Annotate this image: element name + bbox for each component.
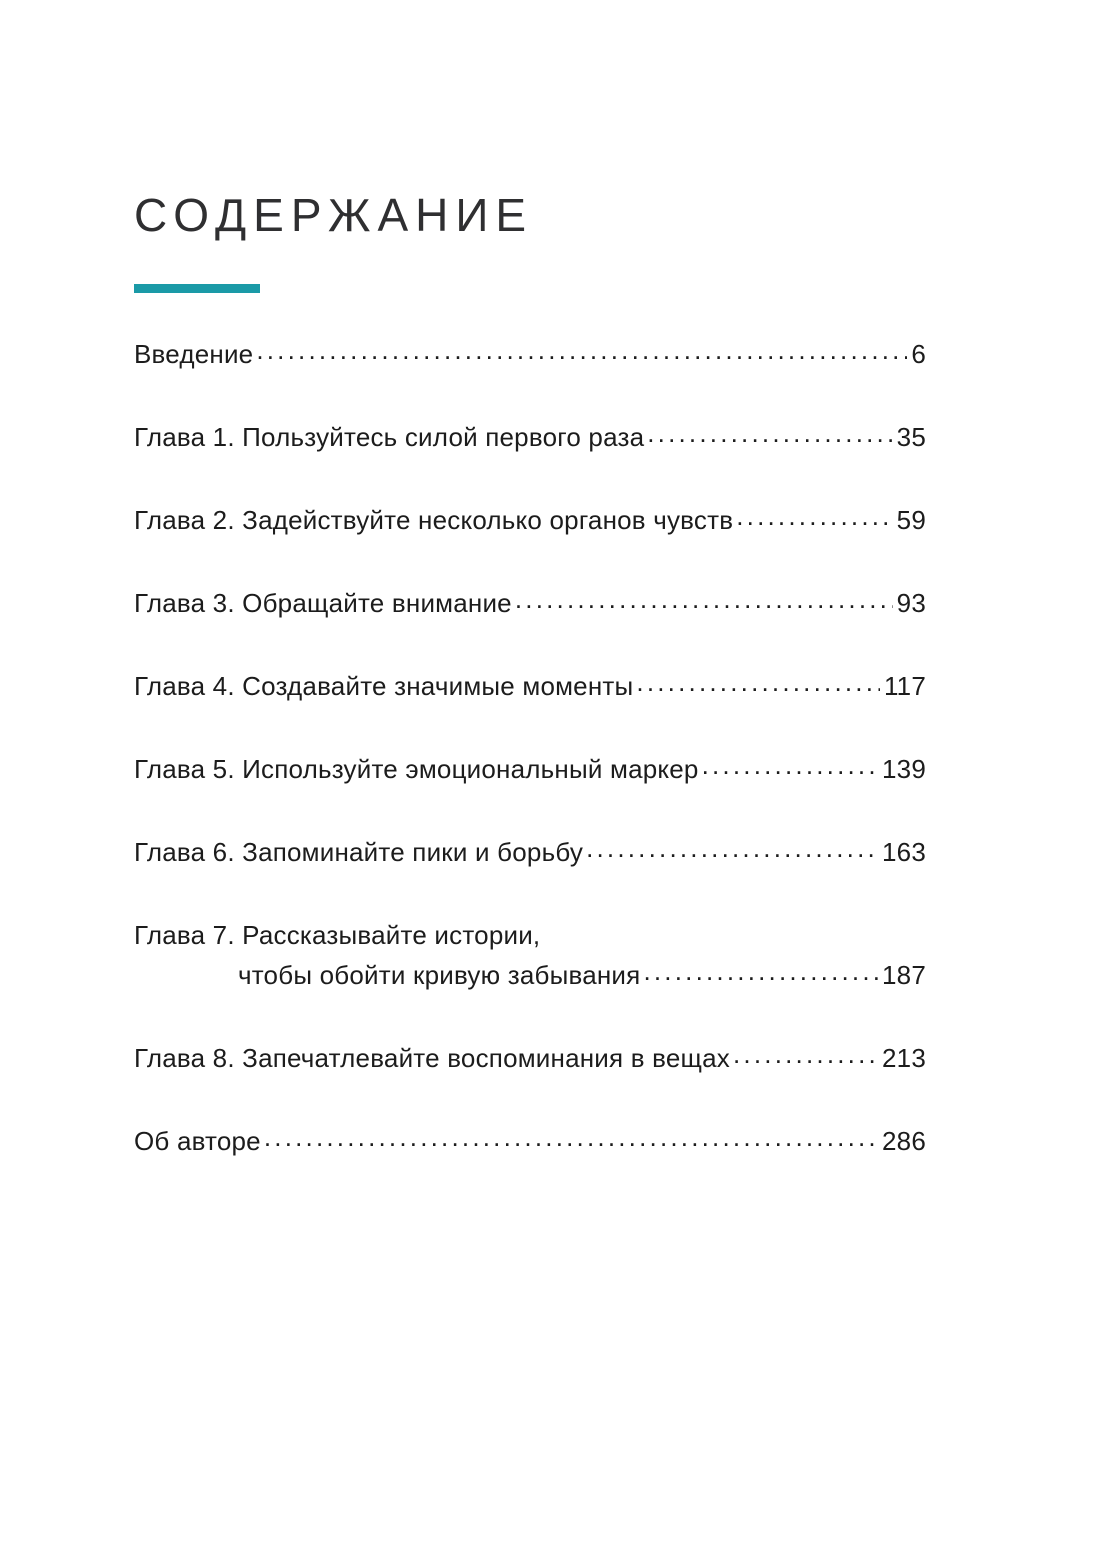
toc-entry-label: Глава 8. Запечатлевайте воспоминания в вещах bbox=[134, 1043, 730, 1073]
toc-page-number: 35 bbox=[896, 422, 926, 452]
toc-page-number: 139 bbox=[882, 754, 926, 784]
toc-entry-line bbox=[134, 417, 926, 457]
toc-dot-leader bbox=[256, 337, 907, 363]
toc-entry-label: Глава 6. Запоминайте пики и борьбу bbox=[134, 837, 584, 867]
toc-dot-leader bbox=[515, 586, 893, 612]
toc-entry-line bbox=[134, 334, 926, 374]
toc-entry-label: Глава 7. Рассказывайте истории, bbox=[134, 920, 541, 950]
toc-page-number: 213 bbox=[882, 1043, 926, 1073]
toc-page-number: 187 bbox=[882, 960, 926, 990]
toc-page-number: 59 bbox=[896, 505, 926, 535]
toc-entry-line bbox=[134, 666, 926, 706]
toc-entry-line bbox=[134, 1038, 926, 1078]
toc-entry-label: Глава 4. Создавайте значимые моменты bbox=[134, 671, 634, 701]
toc-page-number: 117 bbox=[883, 671, 926, 701]
toc-entry-label: Глава 5. Используйте эмоциональный маркер bbox=[134, 754, 699, 784]
toc-entry[interactable] bbox=[134, 500, 926, 540]
toc-entry-label: чтобы обойти кривую забывания bbox=[238, 960, 641, 990]
toc-dot-leader bbox=[586, 835, 878, 861]
toc-dot-leader bbox=[736, 503, 892, 529]
toc-entry-line bbox=[134, 955, 926, 995]
toc-dot-leader bbox=[702, 752, 878, 778]
toc-dot-leader bbox=[643, 958, 878, 984]
toc-entry-line bbox=[134, 500, 926, 540]
toc-entry-label: Глава 2. Задействуйте несколько органов чувств bbox=[134, 505, 734, 535]
toc-entry-label: Об авторе bbox=[134, 1126, 261, 1156]
toc-page-number: 286 bbox=[882, 1126, 926, 1156]
toc-page-number: 163 bbox=[882, 837, 926, 867]
page-title: СОДЕРЖАНИЕ bbox=[134, 189, 534, 241]
toc-entry-line bbox=[134, 915, 926, 955]
toc-entry-line bbox=[134, 832, 926, 872]
toc-entry[interactable] bbox=[134, 1038, 926, 1078]
toc-dot-leader bbox=[647, 420, 892, 446]
toc-entry[interactable] bbox=[134, 915, 926, 995]
toc-entry-line bbox=[134, 583, 926, 623]
toc-entry-label: Введение bbox=[134, 339, 254, 369]
toc-entry-label: Глава 1. Пользуйтесь силой первого раза bbox=[134, 422, 645, 452]
toc-dot-leader bbox=[636, 669, 880, 695]
toc-page-number: 6 bbox=[911, 339, 926, 369]
toc-list bbox=[134, 334, 926, 1161]
toc-dot-leader bbox=[733, 1041, 878, 1067]
toc-entry[interactable] bbox=[134, 583, 926, 623]
toc-entry[interactable] bbox=[134, 334, 926, 374]
toc-entry[interactable] bbox=[134, 749, 926, 789]
toc-entry[interactable] bbox=[134, 832, 926, 872]
toc-page-number: 93 bbox=[896, 588, 926, 618]
toc-entry-label: Глава 3. Обращайте внимание bbox=[134, 588, 512, 618]
toc-entry[interactable] bbox=[134, 1121, 926, 1161]
toc-dot-leader bbox=[264, 1124, 878, 1150]
toc-entry[interactable] bbox=[134, 666, 926, 706]
toc-entry-line bbox=[134, 1121, 926, 1161]
toc-entry-line bbox=[134, 749, 926, 789]
title-accent-rule bbox=[134, 284, 260, 293]
toc-entry[interactable] bbox=[134, 417, 926, 457]
